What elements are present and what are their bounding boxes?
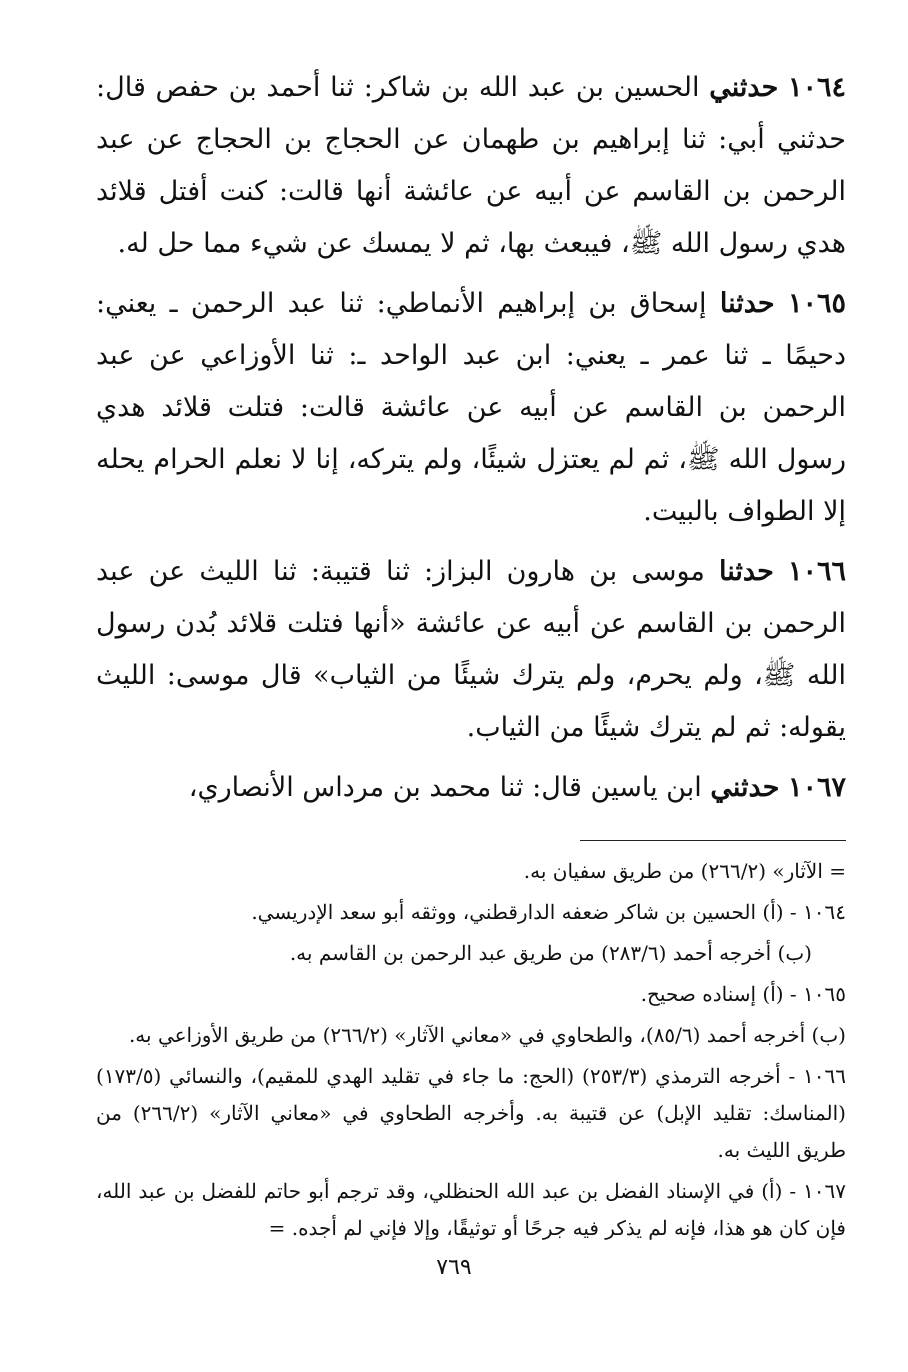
footnote-1064b: (ب) أخرجه أحمد (٢٨٣/٦) من طريق عبد الرحمن بن القاسم به. [289, 941, 812, 965]
hadith-number: ١٠٦٦ [787, 556, 846, 587]
hadith-text: موسى بن هارون البزاز: ثنا قتيبة: ثنا الليث عن عبد الرحمن بن القاسم عن أبيه عن عائشة «أنها فتلت قلائد بُدن رسول الله ﷺ، ولم يحرم، ولم يترك شيئًا من الثياب» قال موسى: الليث يقوله: ثم لم يترك شيئًا من الثياب. [96, 556, 846, 743]
main-text [96, 62, 846, 814]
footnote-1065a: ١٠٦٥ - (أ) إسناده صحيح. [640, 982, 846, 1006]
hadith-1064 [96, 62, 846, 270]
hadith-number: ١٠٦٧ [787, 772, 846, 803]
hadith-lead: حدثني [709, 72, 779, 103]
hadith-text: ابن ياسين قال: ثنا محمد بن مرداس الأنصاري، [188, 772, 702, 803]
hadith-1066 [96, 546, 846, 754]
hadith-number: ١٠٦٤ [787, 72, 846, 103]
footnote-1067a: ١٠٦٧ - (أ) في الإسناد الفضل بن عبد الله الحنظلي، وقد ترجم أبو حاتم للفضل بن عبد الله، فإن كان هو هذا، فإنه لم يذكر فيه جرحًا أو توثيقًا، وإلا فإني لم أجده. = [96, 1179, 846, 1240]
footnote-continuation: = الآثار» (٢٦٦/٢) من طريق سفيان به. [523, 859, 846, 883]
page-number: ٧٦٩ [436, 1255, 472, 1280]
hadith-lead: حدثنا [719, 556, 774, 587]
hadith-text: الحسين بن عبد الله بن شاكر: ثنا أحمد بن حفص قال: حدثني أبي: ثنا إبراهيم بن طهمان عن الحجاج بن الحجاج عن عبد الرحمن بن القاسم عن أبيه عن عائشة أنها قالت: كنت أفتل قلائد هدي رسول الله ﷺ، فيبعث بها، ثم لا يمسك عن شيء مما حل له. [96, 72, 846, 259]
hadith-1065 [96, 278, 846, 538]
footnotes [96, 853, 846, 1247]
footnote-1066: ١٠٦٦ - أخرجه الترمذي (٢٥٣/٣) (الحج: ما جاء في تقليد الهدي للمقيم)، والنسائي (١٧٣/٥) (المناسك: تقليد الإبل) عن قتيبة به. وأخرجه الطحاوي في «معاني الآثار» (٢٦٦/٢) من طريق الليث به. [96, 1064, 846, 1162]
footnote-1064a: ١٠٦٤ - (أ) الحسين بن شاكر ضعفه الدارقطني، ووثقه أبو سعد الإدريسي. [251, 900, 846, 924]
hadith-1067 [96, 762, 846, 814]
hadith-lead: حدثني [710, 772, 780, 803]
footnote-1065b: (ب) أخرجه أحمد (٨٥/٦)، والطحاوي في «معاني الآثار» (٢٦٦/٢) من طريق الأوزاعي به. [128, 1023, 846, 1047]
hadith-lead: حدثنا [719, 288, 775, 319]
hadith-text: إسحاق بن إبراهيم الأنماطي: ثنا عبد الرحمن ـ يعني: دحيمًا ـ ثنا عمر ـ يعني: ابن عبد الواحد ـ: ثنا الأوزاعي عن عبد الرحمن بن القاسم عن أبيه عن عائشة قالت: فتلت قلائد هدي رسول الله ﷺ، ثم لم يعتزل شيئًا، ولم يتركه، إنا لا نعلم الحرام يحله إلا الطواف بالبيت. [96, 288, 846, 527]
footnote-separator [580, 840, 846, 841]
hadith-number: ١٠٦٥ [787, 288, 846, 319]
